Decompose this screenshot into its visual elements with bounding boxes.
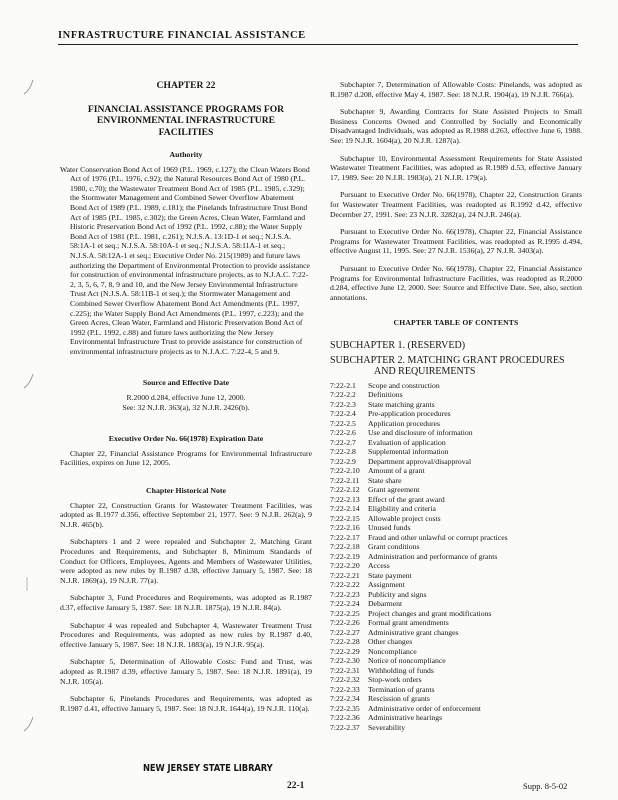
section-title: Publicity and signs — [368, 589, 427, 599]
section-number: 7:22-2.2 — [330, 390, 356, 400]
section-number: 7:22-2.37 — [330, 722, 360, 732]
toc-row — [330, 542, 582, 552]
section-number: 7:22-2.11 — [330, 475, 360, 485]
section-number: 7:22-2.26 — [330, 618, 360, 628]
section-number: 7:22-2.7 — [330, 437, 356, 447]
toc-row — [330, 675, 582, 685]
section-number: 7:22-2.34 — [330, 694, 360, 704]
history-paragraph: Subchapter 7, Determination of Allowable Costs: Pinelands, was adopted as R.1987 d.208, effective May 4, 1987. See: 18 N.J.R. 1904(a), 19 N.J.R. 766(a). — [330, 80, 582, 99]
section-title: Grant agreement — [368, 485, 420, 495]
executive-order-text: Chapter 22, Financial Assistance Programs for Environmental Infrastructure Facilities, expires on June 12, 2005. — [60, 448, 312, 468]
toc-list — [330, 381, 582, 733]
toc-row — [330, 419, 582, 429]
section-title: Other changes — [368, 637, 413, 647]
section-title: Stop-work orders — [368, 675, 422, 685]
section-number: 7:22-2.20 — [330, 561, 360, 571]
toc-row — [330, 656, 582, 666]
section-number: 7:22-2.6 — [330, 428, 356, 438]
toc-row — [330, 552, 582, 562]
section-title: Withholding of funds — [368, 665, 434, 675]
section-title: Noncompliance — [368, 646, 417, 656]
left-column — [60, 80, 312, 721]
subchapter-1: SUBCHAPTER 1. (RESERVED) — [330, 339, 466, 351]
section-title: Supplemental information — [368, 447, 449, 457]
section-title: Severability — [368, 722, 406, 732]
toc-row — [330, 523, 582, 533]
section-number: 7:22-2.33 — [330, 684, 360, 694]
section-number: 7:22-2.32 — [330, 675, 360, 685]
section-title: Application procedures — [368, 418, 440, 428]
history-paragraph: Pursuant to Executive Order No. 66(1978), Chapter 22, Financial Assistance Programs for Wastewater Treatment Facilities, was readopted as R.1995 d.494, effective August 11, 1995. See: 27 N.J.R. 1536(a), 27 N.J.R. 3403(a). — [330, 227, 582, 256]
section-title: State matching grants — [368, 399, 435, 409]
section-title: Department approval/disapproval — [368, 456, 472, 466]
toc-row — [330, 533, 582, 543]
history-right — [330, 80, 582, 302]
section-title: Unused funds — [368, 523, 411, 533]
section-title: Project changes and grant modifications — [368, 608, 492, 618]
chapter-title-line1: FINANCIAL ASSISTANCE PROGRAMS FOR — [87, 103, 285, 115]
history-paragraph: Pursuant to Executive Order No. 66(1978), Chapter 22, Construction Grants for Wastewater Treatment Facilities, was readopted as R.1992 d.42, effective December 27, 1991. See: 23 N.J.R. 3282(a), 24 N.J.R. 246(a). — [330, 190, 582, 219]
section-title: Pre-application procedures — [368, 409, 451, 419]
section-number: 7:22-2.18 — [330, 542, 360, 552]
section-title: Administration and performance of grants — [368, 551, 498, 561]
section-title: Use and disclosure of information — [368, 428, 473, 438]
section-number: 7:22-2.27 — [330, 627, 360, 637]
running-header: INFRASTRUCTURE FINANCIAL ASSISTANCE — [58, 30, 578, 45]
section-title: Rescission of grants — [368, 694, 430, 704]
section-number: 7:22-2.25 — [330, 608, 360, 618]
library-stamp: NEW JERSEY STATE LIBRARY — [143, 763, 273, 774]
toc-row — [330, 599, 582, 609]
section-title: Allowable project costs — [368, 513, 441, 523]
section-number: 7:22-2.3 — [330, 399, 356, 409]
toc-row — [330, 647, 582, 657]
section-title: Eligibility and criteria — [368, 504, 436, 514]
authority-heading: Authority — [169, 150, 203, 159]
section-title: Amount of a grant — [368, 466, 425, 476]
toc-row — [330, 723, 582, 733]
section-title: Administrative order of enforcement — [368, 703, 481, 713]
margin-mark-icon — [22, 715, 36, 733]
section-number: 7:22-2.13 — [330, 494, 360, 504]
toc-row — [330, 685, 582, 695]
toc-row — [330, 466, 582, 476]
toc-heading: CHAPTER TABLE OF CONTENTS — [393, 318, 519, 328]
supplement-date: Supp. 8-5-02 — [523, 781, 568, 791]
section-number: 7:22-2.14 — [330, 504, 360, 514]
toc-row — [330, 438, 582, 448]
margin-mark-icon — [22, 372, 36, 390]
toc-row — [330, 476, 582, 486]
section-title: Assignment — [368, 580, 405, 590]
history-paragraph: Subchapter 3, Fund Procedures and Requirements, was adopted as R.1987 d.37, effective January 5, 1987. See: 18 N.J.R. 1875(a), 19 N.J.R. 84(a). — [60, 593, 312, 612]
history-paragraph: Subchapter 9, Awarding Contracts for State Assisted Projects to Small Business Concerns Owned and Controlled by Socially and Economically Disadvantaged Individuals, was adopted as R.1988 d.263, effective June 6, 1988. See: 19 N.J.R. 1604(a), 20 N.J.R. 1287(a). — [330, 107, 582, 145]
toc-row — [330, 514, 582, 524]
section-number: 7:22-2.16 — [330, 523, 360, 533]
toc-row — [330, 504, 582, 514]
source-line1: R.2000 d.284, effective June 12, 2000. — [126, 393, 246, 403]
toc-row — [330, 666, 582, 676]
section-title: Formal grant amendments — [368, 618, 449, 628]
section-number: 7:22-2.19 — [330, 551, 360, 561]
section-title: Definitions — [368, 390, 403, 400]
history-heading: Chapter Historical Note — [146, 486, 226, 496]
executive-order-heading: Executive Order No. 66(1978) Expiration Date — [108, 434, 264, 444]
history-paragraph: Chapter 22, Construction Grants for Wastewater Treatment Facilities, was adopted as R.1977 d.356, effective September 21, 1977. See: 9 N.J.R. 262(a), 9 N.J.R. 465(b). — [60, 500, 312, 529]
section-title: Evaluation of application — [368, 437, 446, 447]
section-title: Grant conditions — [368, 542, 420, 552]
toc-row — [330, 628, 582, 638]
history-paragraph: Subchapter 5, Determination of Allowable Costs: Fund and Trust, was adopted as R.1987 d.39, effective January 5, 1987. See: 18 N.J.R. 1891(a), 19 N.J.R. 105(a). — [60, 657, 312, 686]
section-title: Termination of grants — [368, 684, 435, 694]
toc-row — [330, 400, 582, 410]
history-paragraph: Subchapter 10, Environmental Assessment Requirements for State Assisted Wastewater Treatment Facilities, was adopted as R.1989 d.53, effective January 17, 1989. See: 20 N.J.R. 1983(a), 21 N.J.R. 179(a). — [330, 153, 582, 182]
history-paragraph: Subchapters 1 and 2 were repealed and Subchapter 2, Matching Grant Procedures and Requirements, and Subchapter 8, Minimum Standards of Conduct for Officers, Employees, Agents and Members of Wastewater Utilities, were adopted as new rules by R.1987 d.38, effective January 5, 1987. See: 18 N.J.R. 1869(a), 19 N.J.R. 77(a). — [60, 537, 312, 585]
section-number: 7:22-2.12 — [330, 485, 360, 495]
chapter-title-line2: ENVIRONMENTAL INFRASTRUCTURE — [96, 115, 276, 126]
section-number: 7:22-2.1 — [330, 380, 356, 390]
section-number: 7:22-2.36 — [330, 713, 360, 723]
toc-row — [330, 713, 582, 723]
authority-text: Water Conservation Bond Act of 1969 (P.L. 1969, c.127); the Clean Waters Bond Act of 1976 (P.L. 1976, c.92); the Natural Resources Bond Act of 1980 (P.L. 1980, c.70); the Wastewater Treatment Bond Act of 1985 (P.L. 1985, c.329); the Stormwater Management and Combined Sewer Overflow Abatement Bond Act of 1989 (P.L. 1989, c.181); the Pinelands Infrastructure Trust Bond Act of 1985 (P.L. 1985, c.302); the Green Acres, Clean Water, Farmland and Historic Preservation Bond Act of 1992 (P.L. 1992, c.88); the Water Supply Bond Act of 1981 (P.L. 1981, c.261); N.J.S.A. 13:1D-1 et seq.; N.J.S.A. 58:1A-1 et seq.; N.J.S.A. 58:10A-1 et seq.; N.J.S.A. 58:11A-1 et seq.; N.J.S.A. 58:12A-1 et seq.; Executive Order No. 215(1989) and future laws authorizing the Department of Environmental Protection to provide assistance for construction of environmental infrastructure projects, as to N.J.A.C. 7:22-2, 3, 5, 6, 7, 8, 9 and 10, and the New Jersey Environmental Infrastructure Trust Act (N.J.S.A. 58:11B-1 et seq.); the Stormwater Management and Combined Sewer Overflow Abatement Bond Act Amendments (P.L. 1997, c.225); the Water Supply Bond Act Amendments (P.L. 1997, c.223); and the Green Acres, Clean Water, Farmland and Historic Preservation Bond Act of 1992 (P.L. 1992, c.88) and future laws authorizing the New Jersey Environmental Infrastructure Trust to provide assistance for construction of environmental infrastructure projects as to N.J.A.C. 7:22-4, 5 and 9. — [60, 164, 310, 356]
section-title: Administrative hearings — [368, 713, 443, 723]
history-paragraph: Subchapter 6, Pinelands Procedures and Requirements, was adopted as R.1987 d.41, effective January 5, 1987. See: 18 N.J.R. 1644(a), 19 N.J.R. 110(a). — [60, 694, 312, 713]
toc-row — [330, 381, 582, 391]
section-number: 7:22-2.28 — [330, 637, 360, 647]
section-number: 7:22-2.31 — [330, 665, 360, 675]
section-title: Access — [368, 561, 390, 571]
section-number: 7:22-2.22 — [330, 580, 360, 590]
history-paragraph: Pursuant to Executive Order No. 66(1978), Chapter 22, Financial Assistance Programs for Environmental Infrastructure Facilities, was readopted as R.2000 d.284, effective June 12, 2000. See: Source and Effective Date. See, also, section annotations. — [330, 263, 582, 302]
section-number: 7:22-2.30 — [330, 656, 360, 666]
source-line2: See: 32 N.J.R. 363(a), 32 N.J.R. 2426(b). — [122, 402, 250, 412]
section-title: State share — [368, 475, 402, 485]
chapter-title-line3: FACILITIES — [158, 126, 214, 138]
toc-row — [330, 580, 582, 590]
toc-row — [330, 609, 582, 619]
toc-row — [330, 561, 582, 571]
chapter-label: CHAPTER 22 — [156, 80, 216, 91]
section-number: 7:22-2.35 — [330, 703, 360, 713]
toc-row — [330, 590, 582, 600]
subchapter-2-line2: AND REQUIREMENTS — [374, 365, 476, 377]
section-number: 7:22-2.23 — [330, 589, 360, 599]
section-title: Scope and construction — [368, 380, 440, 390]
section-number: 7:22-2.8 — [330, 447, 356, 457]
section-number: 7:22-2.15 — [330, 513, 360, 523]
toc-row — [330, 390, 582, 400]
toc-row — [330, 495, 582, 505]
section-title: Debarment — [368, 599, 403, 609]
section-title: Administrative grant changes — [368, 627, 459, 637]
section-title: Notice of noncompliance — [368, 656, 446, 666]
section-number: 7:22-2.10 — [330, 466, 360, 476]
section-number: 7:22-2.9 — [330, 456, 356, 466]
page-number: 22-1 — [287, 781, 305, 791]
right-column — [330, 80, 582, 732]
subchapter-2 — [330, 355, 582, 377]
toc-row — [330, 704, 582, 714]
source-heading: Source and Effective Date — [142, 378, 230, 388]
section-number: 7:22-2.5 — [330, 418, 356, 428]
section-number: 7:22-2.21 — [330, 570, 360, 580]
toc-row — [330, 409, 582, 419]
section-number: 7:22-2.4 — [330, 409, 356, 419]
section-title: Effect of the grant award — [368, 494, 445, 504]
section-number: 7:22-2.24 — [330, 599, 360, 609]
toc-row — [330, 637, 582, 647]
toc-row — [330, 428, 582, 438]
toc-row — [330, 457, 582, 467]
history-left — [60, 501, 312, 714]
history-paragraph: Subchapter 4 was repealed and Subchapter 4, Wastewater Treatment Trust Procedures and Requirements, was adopted as new rules by R.1987 d.40, effective January 5, 1987. See: 18 N.J.R. 1883(a), 19 N.J.R. 95(a). — [60, 620, 312, 649]
section-number: 7:22-2.29 — [330, 646, 360, 656]
toc-row — [330, 694, 582, 704]
section-title: Fraud and other unlawful or corrupt practices — [368, 532, 508, 542]
subchapter-2-line1: SUBCHAPTER 2. MATCHING GRANT PROCEDURES — [330, 354, 565, 366]
section-title: State payment — [368, 570, 412, 580]
toc-row — [330, 618, 582, 628]
toc-row — [330, 571, 582, 581]
margin-mark-icon — [22, 78, 36, 96]
toc-row — [330, 447, 582, 457]
toc-row — [330, 485, 582, 495]
section-number: 7:22-2.17 — [330, 532, 360, 542]
footer — [0, 763, 618, 793]
margin-mark-icon — [22, 575, 36, 593]
